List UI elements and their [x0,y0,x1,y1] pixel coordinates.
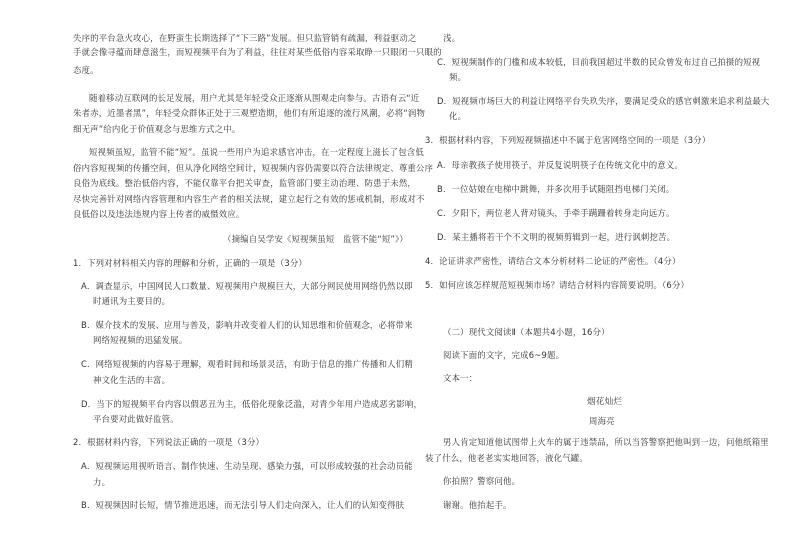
left-p3-line4: 尽快完善针对网络内容管理和内容生产者的相关法规，建立起行之有效的惩戒机制，形成对不 [73,194,425,204]
q2-option-a-line1: A．短视频运用视听语言、制作快速、生动呈现、感染力强，可以形成较强的社会动员能 [81,461,413,471]
story-p2: 你拍照？警察问他。 [443,476,521,486]
section-heading: （二）现代文阅读Ⅱ（本题共4小题，16分） [443,327,610,337]
q1-option-a-line1: A．调查显示，中国网民人口数量、短视频用户规模巨大，大部分网民使用网络仍然以即 [81,281,413,291]
question-3: 3．根据材料内容，下列短视频描述中不属于危害网络空间的一项是（3分） [425,135,711,145]
left-p3-line1: 短视频虽短，监管不能“短”。虽说一些用户为追求感官冲击，在一定程度上滋长了包含低 [89,147,424,157]
q3-option-c: C．夕阳下，两位老人背对镜头，手牵手蹒跚着转身走向远方。 [437,208,675,218]
question-5: 5．如何应该怎样规范短视频市场？请结合材料内容简要说明。（6分） [425,280,690,290]
question-2: 2．根据材料内容，下列说法正确的一项是（3分） [73,437,265,447]
left-p1-line2: 手就会像寻蕴而肆意滋生，而短视频平台为了利益，往往对某些低俗内容采取睁一只眼闭一只眼的 [73,47,442,57]
r-option-c-line1: C．短视频制作的门槛和成本较低，目前我国超过半数的民众曾发布过自己拍摄的短视 [437,57,761,67]
r-option-d-line2: 化。 [449,111,467,121]
q1-option-b-line1: B．媒介技术的发展、应用与普及，影响并改变着人们的认知思维和价值观念，必将带来 [81,320,413,330]
r-option-c-line2: 频。 [449,72,467,82]
q1-option-d-line1: D．当下的短视频平台内容以假恶丑为主，低俗化现象泛滥，对青少年用户造成恶劣影响， [81,399,423,409]
reading-instruction: 阅读下面的文字，完成6~9题。 [443,350,565,360]
left-p3-line3: 良俗为底线。整治低俗内容，不能仅靠平台把关审查，监管部门要主动治理、防患于未然， [73,178,416,188]
q2-option-b-line1: B．短视频因时长短，情节推进迅速，而无法引导人们走向深入，让人们的认知变得肤 [81,500,405,510]
source-citation: （摘编自吴学安《短视频虽短 监管不能“短”》） [223,234,408,244]
left-p3-line2: 俗内容短视频的传播空间，但从净化网络空间计，短视频内容仍需要以符合法律规定、尊重公序 [73,163,434,173]
left-p2-line1: 随着移动互联网的长足发展，用户尤其是年轻受众正逐渐从围观走向参与。古语有云“近 [89,93,420,103]
story-title: 烟花灿烂 [587,397,623,407]
q3-option-a: A．母亲教孩子使用筷子，并反复说明筷子在传统文化中的意义。 [437,160,684,170]
left-p2-line3: 细无声”给内化于价值观念与思维方式之中。 [73,124,241,134]
story-p3: 谢谢。他抬起手。 [443,500,512,510]
q2-option-a-line2: 力。 [93,477,111,487]
q3-option-b: B．一位姑娘在电梯中跳舞，并多次用手试随阻挡电梯门关闭。 [437,184,675,194]
q1-option-c-line1: C．网络短视频的内容易于理解，观看时间和场景灵活，有助于信息的推广传播和人们精 [81,359,413,369]
left-p1-line1: 失序的平台急火攻心，在野蛮生长期选择了“下三路”发展。但只监管销有疏漏，利益驱动之 [73,33,417,43]
left-p2-line2: 朱者赤，近墨者黑”，年轻受众群体正处于三观塑造期，他们有所追逐的流行风潮，必将“润物 [73,108,426,118]
q1-option-c-line2: 神文化生活的丰富。 [93,375,171,385]
story-p1-line1: 男人肯定知道他试图带上火车的属于违禁品，所以当答警察把他叫到一边，问他纸箱里 [443,437,769,447]
question-1: 1．下列对材料相关内容的理解和分析，正确的一项是（3分） [73,258,308,268]
left-p3-line5: 良低俗以及违法违规内容上传者的威慑效应。 [73,209,245,219]
q1-option-b-line2: 网络短视频的迅猛发展。 [93,335,188,345]
story-author: 周海亮 [589,416,615,426]
q1-option-d-line2: 平台要对此做好监管。 [93,414,179,424]
left-p1-line3: 态度。 [73,65,99,75]
q1-option-a-line2: 时通讯为主要目的。 [93,296,171,306]
story-p1-line2: 装了什么，他老老实实地回答，液化气罐。 [425,453,588,463]
question-4: 4．论证讲求严密性，请结合文本分析材料二论证的严密性。（4分） [425,256,681,266]
text-label: 文本一： [443,373,478,383]
r-option-d-line1: D．短视频市场巨大的利益让网络平台失玖失序，要满足受众的感官刺激来追求利益最大 [437,96,770,106]
right-top-continuation: 浅。 [443,33,461,43]
q3-option-d: D．某主播将若干个不文明的视频剪辑到一起，进行讽刺挖苦。 [437,232,676,242]
